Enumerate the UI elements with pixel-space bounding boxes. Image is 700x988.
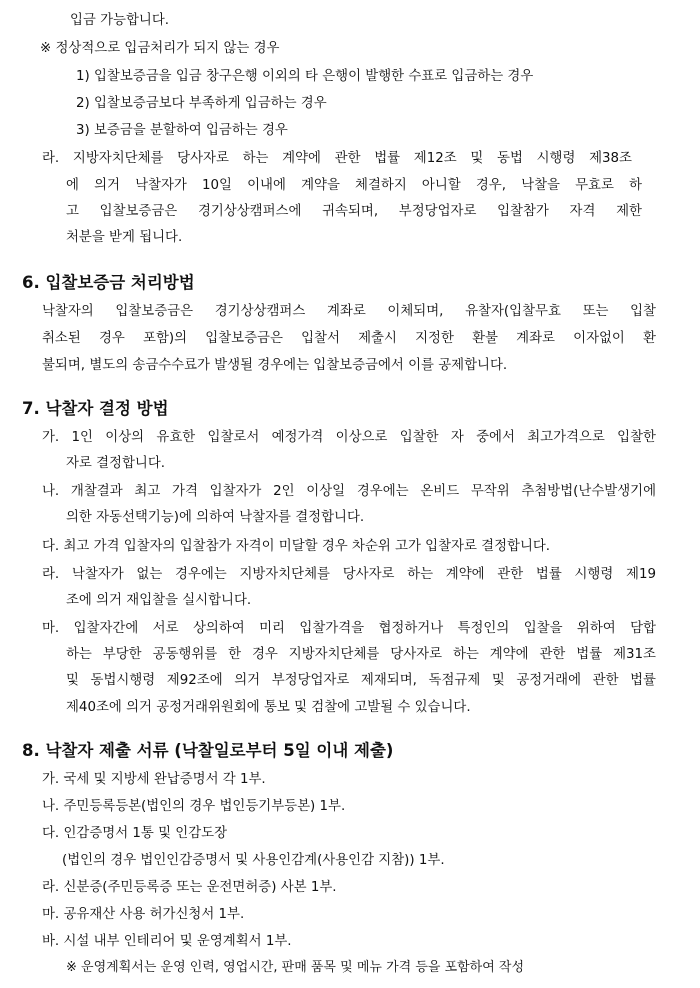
section-7-na-line-2: 의한 자동선택기능)에 의하여 낙찰자를 결정합니다. bbox=[66, 510, 365, 525]
section-7-title: 7. 낙찰자 결정 방법 bbox=[22, 399, 169, 418]
section-8-item-na: 나. 주민등록등본(법인의 경우 법인등기부등본) 1부. bbox=[42, 799, 346, 814]
ra-line-3: 고 입찰보증금은 경기상상캠퍼스에 귀속되며, 부정당업자로 입찰참가 자격 제한 bbox=[66, 204, 642, 219]
ra-line-2: 에 의거 낙찰자가 10일 이내에 계약을 체결하지 아니할 경우, 낙찰을 무효로 하 bbox=[66, 178, 642, 193]
section-8-item-ba-note: ※ 운영계획서는 운영 인력, 영업시간, 판매 품목 및 메뉴 가격 등을 포함하여 작성 bbox=[66, 960, 525, 975]
section-7-ra-line-2: 조에 의거 재입찰을 실시합니다. bbox=[66, 593, 252, 608]
section-6-title: 6. 입찰보증금 처리방법 bbox=[22, 273, 195, 292]
section-8-title: 8. 낙찰자 제출 서류 (낙찰일로부터 5일 이내 제출) bbox=[22, 741, 394, 760]
section-8-item-da-detail: (법인의 경우 법인인감증명서 및 사용인감계(사용인감 지참)) 1부. bbox=[62, 853, 445, 868]
section-7-ga-line-2: 자로 결정합니다. bbox=[66, 456, 166, 471]
section-7-na-line-1: 나. 개찰결과 최고 가격 입찰자가 2인 이상일 경우에는 온비드 무작위 추첨방법(난수발생기에 bbox=[42, 484, 656, 499]
intro-continuation: 입금 가능합니다. bbox=[70, 13, 170, 28]
ra-line-1: 라. 지방자치단체를 당사자로 하는 계약에 관한 법률 제12조 및 동법 시행령 제38조 bbox=[42, 151, 632, 166]
section-7-ra-line-1: 라. 낙찰자가 없는 경우에는 지방자치단체를 당사자로 하는 계약에 관한 법률 시행령 제19 bbox=[42, 567, 656, 582]
section-8-item-ba: 바. 시설 내부 인테리어 및 운영계획서 1부. bbox=[42, 934, 292, 949]
section-7-ma-line-4: 제40조에 의거 공정거래위원회에 통보 및 검찰에 고발될 수 있습니다. bbox=[66, 700, 471, 715]
section-7-ma-line-1: 마. 입찰자간에 서로 상의하여 미리 입찰가격을 협정하거나 특정인의 입찰을 위하여 담합 bbox=[42, 621, 656, 636]
note-title: ※ 정상적으로 입금처리가 되지 않는 경우 bbox=[40, 41, 280, 56]
section-6-line-3: 불되며, 별도의 송금수수료가 발생될 경우에는 입찰보증금에서 이를 공제합니다. bbox=[42, 358, 508, 373]
section-7-ga-line-1: 가. 1인 이상의 유효한 입찰로서 예정가격 이상으로 입찰한 자 중에서 최고가격으로 입찰한 bbox=[42, 430, 656, 445]
section-8-item-ga: 가. 국세 및 지방세 완납증명서 각 1부. bbox=[42, 772, 266, 787]
section-7-da-line: 다. 최고 가격 입찰자의 입찰참가 자격이 미달할 경우 차순위 고가 입찰자로 결정합니다. bbox=[42, 539, 551, 554]
section-8-item-da: 다. 인감증명서 1통 및 인감도장 bbox=[42, 826, 228, 841]
note-case-1: 1) 입찰보증금을 입금 창구은행 이외의 타 은행이 발행한 수표로 입금하는 경우 bbox=[76, 69, 534, 84]
section-6-line-1: 낙찰자의 입찰보증금은 경기상상캠퍼스 계좌로 이체되며, 유찰자(입찰무효 또는 입찰 bbox=[42, 304, 656, 319]
note-case-3: 3) 보증금을 분할하여 입금하는 경우 bbox=[76, 123, 288, 138]
section-6-line-2: 취소된 경우 포함)의 입찰보증금은 입찰서 제출시 지정한 환불 계좌로 이자없이 환 bbox=[42, 331, 656, 346]
section-8-item-ra: 라. 신분증(주민등록증 또는 운전면허증) 사본 1부. bbox=[42, 880, 337, 895]
note-case-2: 2) 입찰보증금보다 부족하게 입금하는 경우 bbox=[76, 96, 327, 111]
ra-line-4: 처분을 받게 됩니다. bbox=[66, 230, 183, 245]
section-8-item-ma: 마. 공유재산 사용 허가신청서 1부. bbox=[42, 907, 245, 922]
section-7-ma-line-2: 하는 부당한 공동행위를 한 경우 지방자치단체를 당사자로 하는 계약에 관한 법률 제31조 bbox=[66, 647, 656, 662]
section-7-ma-line-3: 및 동법시행령 제92조에 의거 부정당업자로 제재되며, 독점규제 및 공정거래에 관한 법률 bbox=[66, 673, 656, 688]
